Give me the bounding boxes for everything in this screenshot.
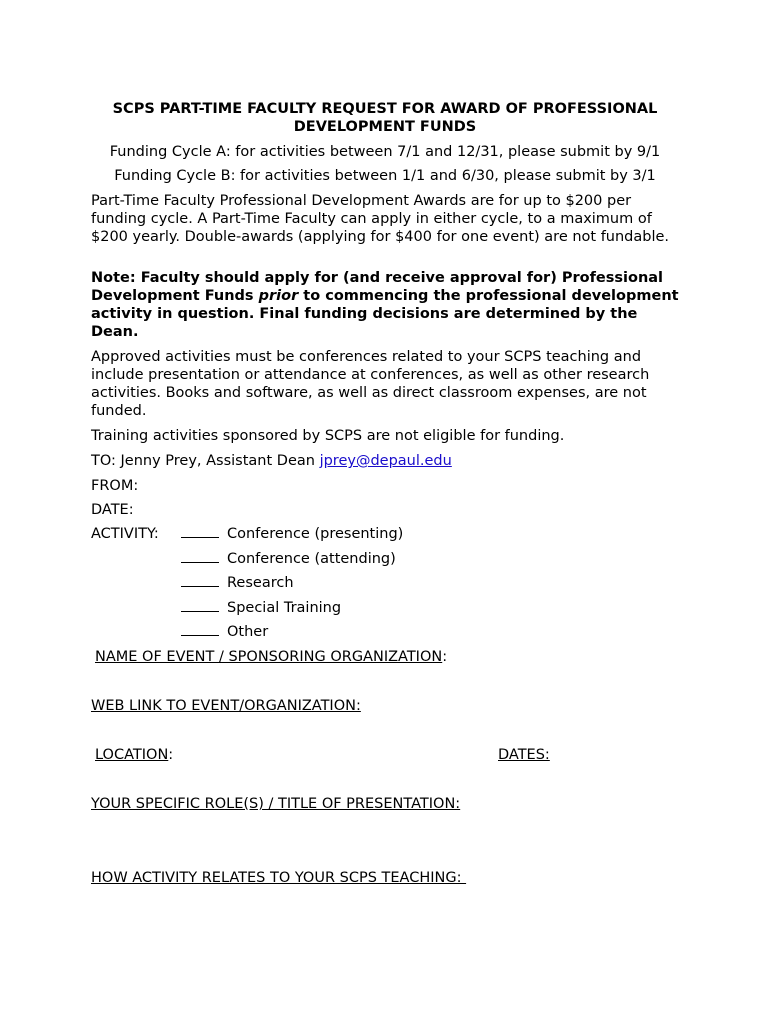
event-name-field[interactable]: NAME OF EVENT / SPONSORING ORGANIZATION: bbox=[95, 649, 448, 665]
checkbox-blank[interactable] bbox=[181, 550, 219, 563]
activity-option-presenting[interactable] bbox=[181, 525, 403, 543]
activity-option-label: Conference (attending) bbox=[227, 551, 396, 567]
form-title-line2: DEVELOPMENT FUNDS bbox=[293, 119, 477, 135]
event-name-label: NAME OF EVENT / SPONSORING ORGANIZATION bbox=[95, 649, 443, 665]
note-text-before: Note: Faculty should apply for (and receive approval for) Professional Development Funds bbox=[91, 270, 664, 304]
checkbox-blank[interactable] bbox=[181, 599, 219, 612]
location-label: LOCATION bbox=[95, 747, 169, 763]
form-title-line1: SCPS PART-TIME FACULTY REQUEST FOR AWARD OF PROFESSIONAL bbox=[112, 101, 658, 117]
activity-option-label: Other bbox=[227, 624, 269, 640]
dates-field[interactable]: DATES: bbox=[498, 747, 550, 763]
activity-label: ACTIVITY: bbox=[91, 526, 159, 542]
funding-cycle-a: Funding Cycle A: for activities between 7/1 and 12/31, please submit by 9/1 bbox=[109, 144, 661, 160]
activity-option-research[interactable] bbox=[181, 574, 294, 592]
dean-email-link[interactable]: jprey@depaul.edu bbox=[319, 453, 452, 469]
activity-option-label: Conference (presenting) bbox=[227, 526, 404, 542]
checkbox-blank[interactable] bbox=[181, 623, 219, 636]
activity-option-other[interactable] bbox=[181, 623, 268, 641]
note-text-after: to commencing the professional development activity in question. Final funding decisions are determined by the Dean. bbox=[91, 288, 679, 340]
date-label: DATE: bbox=[91, 502, 134, 518]
awards-paragraph: Part-Time Faculty Professional Development Awards are for up to $200 per funding cycle. A Part-Time Faculty can apply in either cycle, to a maximum of $200 yearly. Double-awards (applying for $400 for one event) are not fundable. bbox=[91, 193, 670, 245]
activity-option-label: Research bbox=[227, 575, 294, 591]
activity-option-special-training[interactable] bbox=[181, 599, 341, 617]
location-field[interactable]: LOCATION: bbox=[95, 747, 174, 763]
activity-option-attending[interactable] bbox=[181, 550, 396, 568]
teaching-relation-field[interactable]: HOW ACTIVITY RELATES TO YOUR SCPS TEACHING: bbox=[91, 870, 467, 886]
funding-cycle-b: Funding Cycle B: for activities between 1/1 and 6/30, please submit by 3/1 bbox=[114, 168, 656, 184]
activity-option-label: Special Training bbox=[227, 600, 342, 616]
web-link-field[interactable]: WEB LINK TO EVENT/ORGANIZATION: bbox=[91, 698, 361, 714]
to-line bbox=[91, 452, 452, 470]
checkbox-blank[interactable] bbox=[181, 525, 219, 538]
from-label: FROM: bbox=[91, 478, 139, 494]
note-paragraph bbox=[91, 269, 681, 341]
note-emphasis: prior bbox=[258, 288, 299, 304]
checkbox-blank[interactable] bbox=[181, 574, 219, 587]
approved-activities-paragraph: Approved activities must be conferences related to your SCPS teaching and include presentation or attendance at conferences, as well as other research activities. Books and software, as well as direct classroom expenses, are not funded. bbox=[91, 349, 650, 419]
to-label: TO: Jenny Prey, Assistant Dean bbox=[91, 453, 320, 469]
training-paragraph: Training activities sponsored by SCPS are not eligible for funding. bbox=[91, 428, 565, 444]
role-field[interactable]: YOUR SPECIFIC ROLE(S) / TITLE OF PRESENTATION: bbox=[91, 796, 461, 812]
